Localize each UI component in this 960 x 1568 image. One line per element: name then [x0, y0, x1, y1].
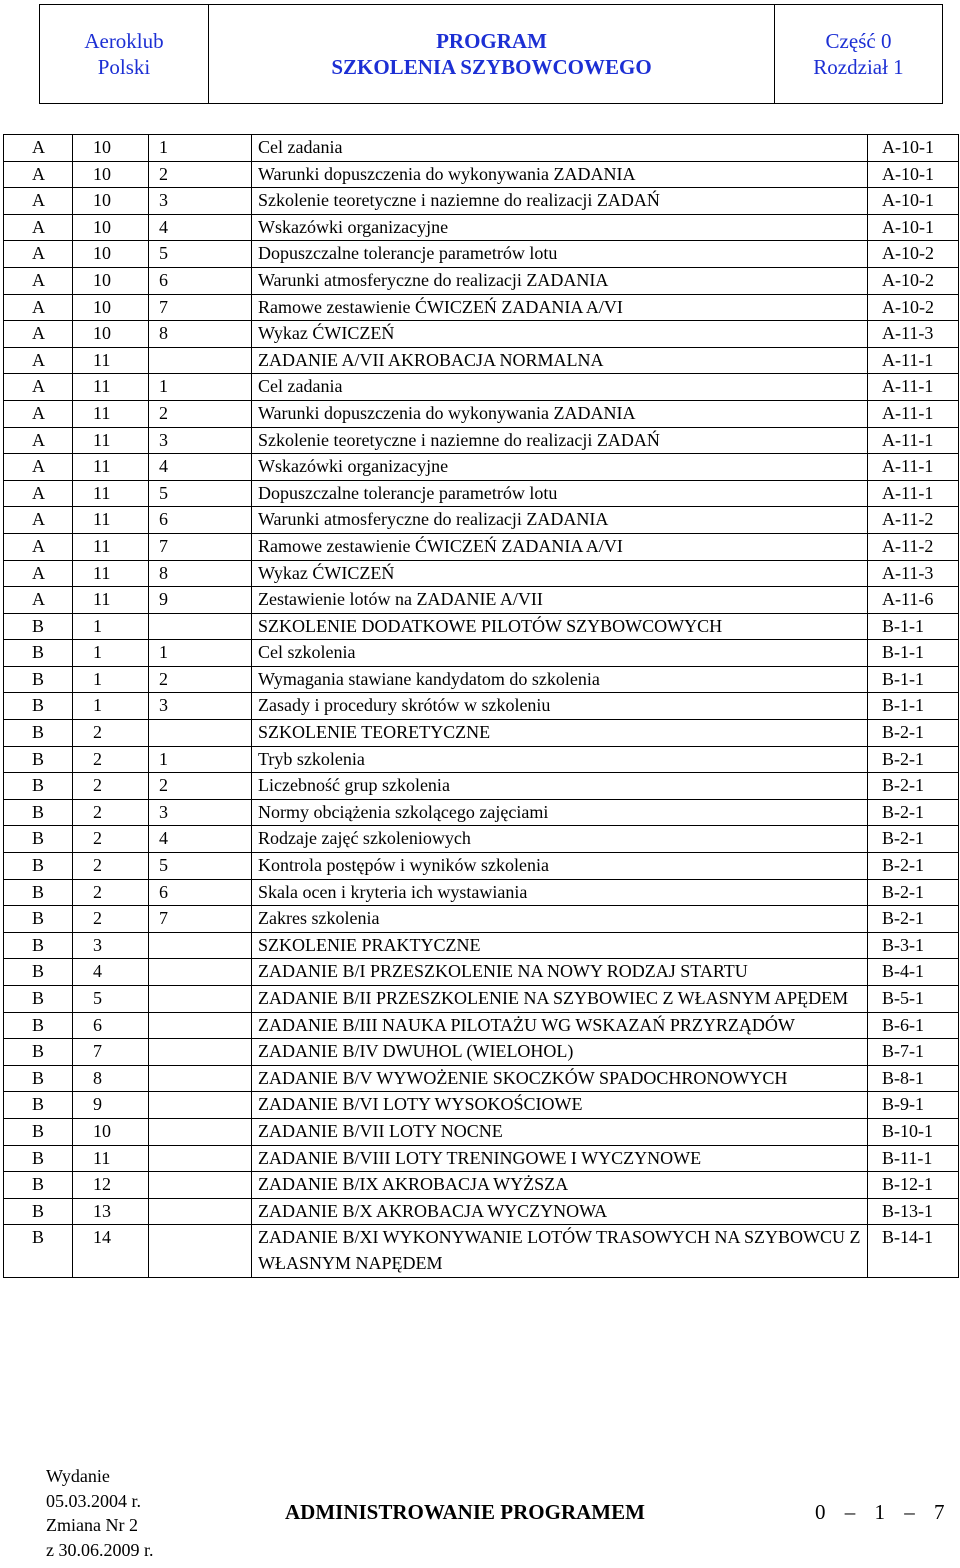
- table-row: [4, 613, 959, 640]
- row-part: B: [4, 1065, 73, 1092]
- row-subsection: 2: [149, 773, 252, 800]
- header-organization: [40, 5, 209, 103]
- row-subsection: 6: [149, 507, 252, 534]
- row-subsection: 4: [149, 214, 252, 241]
- row-part: B: [4, 932, 73, 959]
- row-chapter: 10: [73, 1118, 149, 1145]
- row-page: A-11-2: [868, 533, 959, 560]
- table-row: [4, 135, 959, 162]
- row-subsection: 5: [149, 241, 252, 268]
- row-page: B-2-1: [868, 906, 959, 933]
- row-title: Szkolenie teoretyczne i naziemne do realizacji ZADAŃ: [252, 427, 868, 454]
- row-title: ZADANIE B/IX AKROBACJA WYŻSZA: [252, 1172, 868, 1199]
- row-title: Dopuszczalne tolerancje parametrów lotu: [252, 241, 868, 268]
- row-title: Skala ocen i kryteria ich wystawiania: [252, 879, 868, 906]
- table-row: [4, 1198, 959, 1225]
- row-subsection: 5: [149, 480, 252, 507]
- row-chapter: 13: [73, 1198, 149, 1225]
- row-title: Liczebność grup szkolenia: [252, 773, 868, 800]
- table-row: [4, 214, 959, 241]
- table-row: [4, 1065, 959, 1092]
- row-subsection: 3: [149, 693, 252, 720]
- row-part: A: [4, 188, 73, 215]
- row-subsection: 3: [149, 427, 252, 454]
- row-title: ZADANIE B/III NAUKA PILOTAŻU WG WSKAZAŃ PRZYRZĄDÓW: [252, 1012, 868, 1039]
- row-page: A-11-1: [868, 400, 959, 427]
- row-part: A: [4, 533, 73, 560]
- row-title: Dopuszczalne tolerancje parametrów lotu: [252, 480, 868, 507]
- row-chapter: 11: [73, 454, 149, 481]
- row-part: B: [4, 986, 73, 1013]
- row-subsection: [149, 959, 252, 986]
- row-title: Wskazówki organizacyjne: [252, 454, 868, 481]
- row-subsection: [149, 1118, 252, 1145]
- table-row: [4, 241, 959, 268]
- row-page: A-11-1: [868, 480, 959, 507]
- table-of-contents: [3, 134, 959, 1278]
- row-title: Zestawienie lotów na ZADANIE A/VII: [252, 587, 868, 614]
- table-row: [4, 666, 959, 693]
- footer-section-title: ADMINISTROWANIE PROGRAMEM: [285, 1500, 645, 1524]
- row-chapter: 2: [73, 853, 149, 880]
- table-row: [4, 321, 959, 348]
- row-title: Warunki atmosferyczne do realizacji ZADANIA: [252, 267, 868, 294]
- row-chapter: 11: [73, 1145, 149, 1172]
- row-page: B-12-1: [868, 1172, 959, 1199]
- table-row: [4, 294, 959, 321]
- table-row: [4, 161, 959, 188]
- row-page: A-10-1: [868, 214, 959, 241]
- row-page: A-11-3: [868, 560, 959, 587]
- row-title: ZADANIE A/VII AKROBACJA NORMALNA: [252, 347, 868, 374]
- row-subsection: 3: [149, 799, 252, 826]
- row-chapter: 1: [73, 640, 149, 667]
- row-page: B-10-1: [868, 1118, 959, 1145]
- row-subsection: [149, 1065, 252, 1092]
- row-part: B: [4, 1145, 73, 1172]
- row-page: B-3-1: [868, 932, 959, 959]
- row-chapter: 1: [73, 666, 149, 693]
- table-row: [4, 400, 959, 427]
- footer-amendment-date: z 30.06.2009 r.: [46, 1539, 154, 1560]
- row-page: B-2-1: [868, 746, 959, 773]
- row-chapter: 10: [73, 135, 149, 162]
- row-chapter: 3: [73, 932, 149, 959]
- row-subsection: 2: [149, 161, 252, 188]
- table-row: [4, 560, 959, 587]
- row-chapter: 11: [73, 480, 149, 507]
- row-title: Tryb szkolenia: [252, 746, 868, 773]
- row-part: B: [4, 906, 73, 933]
- row-chapter: 4: [73, 959, 149, 986]
- row-page: A-11-2: [868, 507, 959, 534]
- row-chapter: 10: [73, 188, 149, 215]
- row-title: Zasady i procedury skrótów w szkoleniu: [252, 693, 868, 720]
- row-page: B-2-1: [868, 853, 959, 880]
- row-subsection: [149, 1225, 252, 1277]
- row-page: B-1-1: [868, 693, 959, 720]
- header-chapter: Rozdział 1: [813, 55, 904, 79]
- row-subsection: 2: [149, 666, 252, 693]
- row-page: B-7-1: [868, 1039, 959, 1066]
- row-page: B-4-1: [868, 959, 959, 986]
- table-row: [4, 1118, 959, 1145]
- row-subsection: [149, 347, 252, 374]
- row-subsection: [149, 1198, 252, 1225]
- row-chapter: 14: [73, 1225, 149, 1277]
- row-part: B: [4, 959, 73, 986]
- row-subsection: [149, 1092, 252, 1119]
- row-subsection: 9: [149, 587, 252, 614]
- row-subsection: 7: [149, 906, 252, 933]
- row-chapter: 11: [73, 533, 149, 560]
- row-chapter: 10: [73, 214, 149, 241]
- row-page: B-14-1: [868, 1225, 959, 1277]
- table-row: [4, 454, 959, 481]
- row-part: A: [4, 480, 73, 507]
- row-page: B-13-1: [868, 1198, 959, 1225]
- row-page: B-2-1: [868, 773, 959, 800]
- row-title: ZADANIE B/I PRZESZKOLENIE NA NOWY RODZAJ STARTU: [252, 959, 868, 986]
- table-row: [4, 640, 959, 667]
- row-part: B: [4, 746, 73, 773]
- row-title: Wykaz ĆWICZEŃ: [252, 560, 868, 587]
- row-chapter: 10: [73, 161, 149, 188]
- row-part: B: [4, 1012, 73, 1039]
- table-row: [4, 1092, 959, 1119]
- row-title: Rodzaje zajęć szkoleniowych: [252, 826, 868, 853]
- row-part: B: [4, 853, 73, 880]
- row-chapter: 1: [73, 613, 149, 640]
- row-title: ZADANIE B/X AKROBACJA WYCZYNOWA: [252, 1198, 868, 1225]
- table-row: [4, 1145, 959, 1172]
- row-part: B: [4, 693, 73, 720]
- row-subsection: [149, 720, 252, 747]
- table-row: [4, 427, 959, 454]
- row-subsection: 5: [149, 853, 252, 880]
- row-page: A-10-2: [868, 241, 959, 268]
- row-part: A: [4, 454, 73, 481]
- row-page: B-1-1: [868, 613, 959, 640]
- table-row: [4, 906, 959, 933]
- table-row: [4, 374, 959, 401]
- row-subsection: 7: [149, 294, 252, 321]
- row-part: B: [4, 1225, 73, 1277]
- row-part: A: [4, 400, 73, 427]
- row-part: B: [4, 799, 73, 826]
- row-part: B: [4, 1198, 73, 1225]
- row-part: A: [4, 587, 73, 614]
- row-subsection: 4: [149, 454, 252, 481]
- row-subsection: 1: [149, 374, 252, 401]
- row-page: A-10-2: [868, 294, 959, 321]
- row-chapter: 1: [73, 693, 149, 720]
- row-part: A: [4, 347, 73, 374]
- row-page: B-11-1: [868, 1145, 959, 1172]
- table-row: [4, 587, 959, 614]
- row-page: B-2-1: [868, 879, 959, 906]
- row-page: A-11-1: [868, 347, 959, 374]
- row-part: B: [4, 773, 73, 800]
- footer-edition-info: [46, 1464, 154, 1562]
- row-part: A: [4, 161, 73, 188]
- row-page: B-9-1: [868, 1092, 959, 1119]
- row-chapter: 10: [73, 294, 149, 321]
- toc-body: [4, 135, 959, 1278]
- row-subsection: [149, 932, 252, 959]
- header-program-title: [209, 5, 775, 103]
- row-page: A-10-2: [868, 267, 959, 294]
- row-subsection: 1: [149, 135, 252, 162]
- row-title: SZKOLENIE TEORETYCZNE: [252, 720, 868, 747]
- row-chapter: 9: [73, 1092, 149, 1119]
- row-part: A: [4, 427, 73, 454]
- row-part: A: [4, 321, 73, 348]
- row-title: Cel szkolenia: [252, 640, 868, 667]
- row-page: A-11-3: [868, 321, 959, 348]
- row-title: ZADANIE B/VI LOTY WYSOKOŚCIOWE: [252, 1092, 868, 1119]
- header-org-line2: Polski: [97, 55, 151, 79]
- table-row: [4, 1039, 959, 1066]
- header-part: Część 0: [825, 29, 892, 53]
- row-subsection: 8: [149, 321, 252, 348]
- row-subsection: [149, 1172, 252, 1199]
- row-subsection: 7: [149, 533, 252, 560]
- table-row: [4, 853, 959, 880]
- row-title: ZADANIE B/XI WYKONYWANIE LOTÓW TRASOWYCH NA SZYBOWCU Z WŁASNYM NAPĘDEM: [252, 1225, 868, 1277]
- row-part: B: [4, 640, 73, 667]
- row-chapter: 11: [73, 507, 149, 534]
- row-title: Cel zadania: [252, 374, 868, 401]
- row-part: A: [4, 560, 73, 587]
- row-page: A-11-6: [868, 587, 959, 614]
- row-chapter: 7: [73, 1039, 149, 1066]
- row-title: Ramowe zestawienie ĆWICZEŃ ZADANIA A/VI: [252, 533, 868, 560]
- row-page: A-10-1: [868, 188, 959, 215]
- row-title: Warunki dopuszczenia do wykonywania ZADANIA: [252, 161, 868, 188]
- row-part: B: [4, 879, 73, 906]
- row-part: B: [4, 613, 73, 640]
- row-subsection: [149, 1145, 252, 1172]
- row-subsection: 4: [149, 826, 252, 853]
- row-part: A: [4, 135, 73, 162]
- table-row: [4, 773, 959, 800]
- footer-amendment: Zmiana Nr 2: [46, 1515, 138, 1535]
- row-title: Wymagania stawiane kandydatom do szkolenia: [252, 666, 868, 693]
- table-row: [4, 826, 959, 853]
- row-title: Ramowe zestawienie ĆWICZEŃ ZADANIA A/VI: [252, 294, 868, 321]
- table-row: [4, 507, 959, 534]
- row-title: Normy obciążenia szkolącego zajęciami: [252, 799, 868, 826]
- row-title: Wskazówki organizacyjne: [252, 214, 868, 241]
- row-chapter: 11: [73, 400, 149, 427]
- row-chapter: 10: [73, 241, 149, 268]
- row-chapter: 12: [73, 1172, 149, 1199]
- row-part: A: [4, 267, 73, 294]
- table-row: [4, 932, 959, 959]
- row-title: Warunki atmosferyczne do realizacji ZADANIA: [252, 507, 868, 534]
- row-title: Warunki dopuszczenia do wykonywania ZADANIA: [252, 400, 868, 427]
- row-chapter: 11: [73, 427, 149, 454]
- table-row: [4, 267, 959, 294]
- row-page: A-10-1: [868, 135, 959, 162]
- row-part: B: [4, 1118, 73, 1145]
- table-row: [4, 347, 959, 374]
- row-chapter: 10: [73, 321, 149, 348]
- row-subsection: 8: [149, 560, 252, 587]
- row-chapter: 6: [73, 1012, 149, 1039]
- row-part: B: [4, 1092, 73, 1119]
- row-title: Szkolenie teoretyczne i naziemne do realizacji ZADAŃ: [252, 188, 868, 215]
- header-title-line1: PROGRAM: [436, 29, 547, 53]
- footer-edition-label: Wydanie: [46, 1466, 110, 1486]
- row-part: A: [4, 241, 73, 268]
- row-title: ZADANIE B/II PRZESZKOLENIE NA SZYBOWIEC Z WŁASNYM APĘDEM: [252, 986, 868, 1013]
- table-row: [4, 746, 959, 773]
- row-title: SZKOLENIE PRAKTYCZNE: [252, 932, 868, 959]
- row-chapter: 2: [73, 773, 149, 800]
- row-page: B-2-1: [868, 720, 959, 747]
- table-row: [4, 879, 959, 906]
- row-chapter: 11: [73, 347, 149, 374]
- row-part: B: [4, 1039, 73, 1066]
- row-subsection: 1: [149, 640, 252, 667]
- row-page: A-10-1: [868, 161, 959, 188]
- row-chapter: 2: [73, 720, 149, 747]
- row-page: A-11-1: [868, 374, 959, 401]
- table-row: [4, 1172, 959, 1199]
- row-subsection: [149, 986, 252, 1013]
- row-subsection: 6: [149, 879, 252, 906]
- footer-page-code: 0 – 1 – 7: [815, 1500, 945, 1524]
- row-subsection: 1: [149, 746, 252, 773]
- row-chapter: 2: [73, 906, 149, 933]
- row-part: B: [4, 666, 73, 693]
- row-title: Wykaz ĆWICZEŃ: [252, 321, 868, 348]
- row-part: A: [4, 294, 73, 321]
- row-chapter: 11: [73, 587, 149, 614]
- row-page: B-1-1: [868, 666, 959, 693]
- table-row: [4, 533, 959, 560]
- row-part: A: [4, 507, 73, 534]
- row-chapter: 2: [73, 746, 149, 773]
- header-section: [775, 5, 942, 103]
- row-part: A: [4, 214, 73, 241]
- row-subsection: [149, 613, 252, 640]
- row-chapter: 10: [73, 267, 149, 294]
- row-part: B: [4, 1172, 73, 1199]
- row-part: B: [4, 720, 73, 747]
- row-page: B-6-1: [868, 1012, 959, 1039]
- table-row: [4, 693, 959, 720]
- row-chapter: 5: [73, 986, 149, 1013]
- row-page: B-8-1: [868, 1065, 959, 1092]
- row-title: Cel zadania: [252, 135, 868, 162]
- row-chapter: 11: [73, 374, 149, 401]
- row-title: Kontrola postępów i wyników szkolenia: [252, 853, 868, 880]
- table-row: [4, 959, 959, 986]
- row-part: B: [4, 826, 73, 853]
- row-chapter: 8: [73, 1065, 149, 1092]
- row-page: A-11-1: [868, 427, 959, 454]
- table-row: [4, 1012, 959, 1039]
- row-subsection: 3: [149, 188, 252, 215]
- row-chapter: 11: [73, 560, 149, 587]
- header-title-line2: SZKOLENIA SZYBOWCOWEGO: [331, 55, 652, 79]
- row-title: SZKOLENIE DODATKOWE PILOTÓW SZYBOWCOWYCH: [252, 613, 868, 640]
- row-chapter: 2: [73, 799, 149, 826]
- table-row: [4, 799, 959, 826]
- table-row: [4, 986, 959, 1013]
- row-subsection: [149, 1039, 252, 1066]
- row-page: B-5-1: [868, 986, 959, 1013]
- row-page: B-2-1: [868, 826, 959, 853]
- table-row: [4, 720, 959, 747]
- row-title: ZADANIE B/VIII LOTY TRENINGOWE I WYCZYNOWE: [252, 1145, 868, 1172]
- row-title: ZADANIE B/V WYWOŻENIE SKOCZKÓW SPADOCHRONOWYCH: [252, 1065, 868, 1092]
- row-subsection: [149, 1012, 252, 1039]
- row-chapter: 2: [73, 826, 149, 853]
- footer-edition-date: 05.03.2004 r.: [46, 1490, 142, 1511]
- row-subsection: 6: [149, 267, 252, 294]
- header-org-line1: Aeroklub: [84, 29, 164, 53]
- row-page: B-2-1: [868, 799, 959, 826]
- row-title: ZADANIE B/IV DWUHOL (WIELOHOL): [252, 1039, 868, 1066]
- table-row: [4, 188, 959, 215]
- row-title: Zakres szkolenia: [252, 906, 868, 933]
- row-title: ZADANIE B/VII LOTY NOCNE: [252, 1118, 868, 1145]
- row-part: A: [4, 374, 73, 401]
- row-subsection: 2: [149, 400, 252, 427]
- table-row: [4, 480, 959, 507]
- document-header: [39, 4, 943, 104]
- table-row: [4, 1225, 959, 1277]
- row-page: B-1-1: [868, 640, 959, 667]
- row-chapter: 2: [73, 879, 149, 906]
- row-page: A-11-1: [868, 454, 959, 481]
